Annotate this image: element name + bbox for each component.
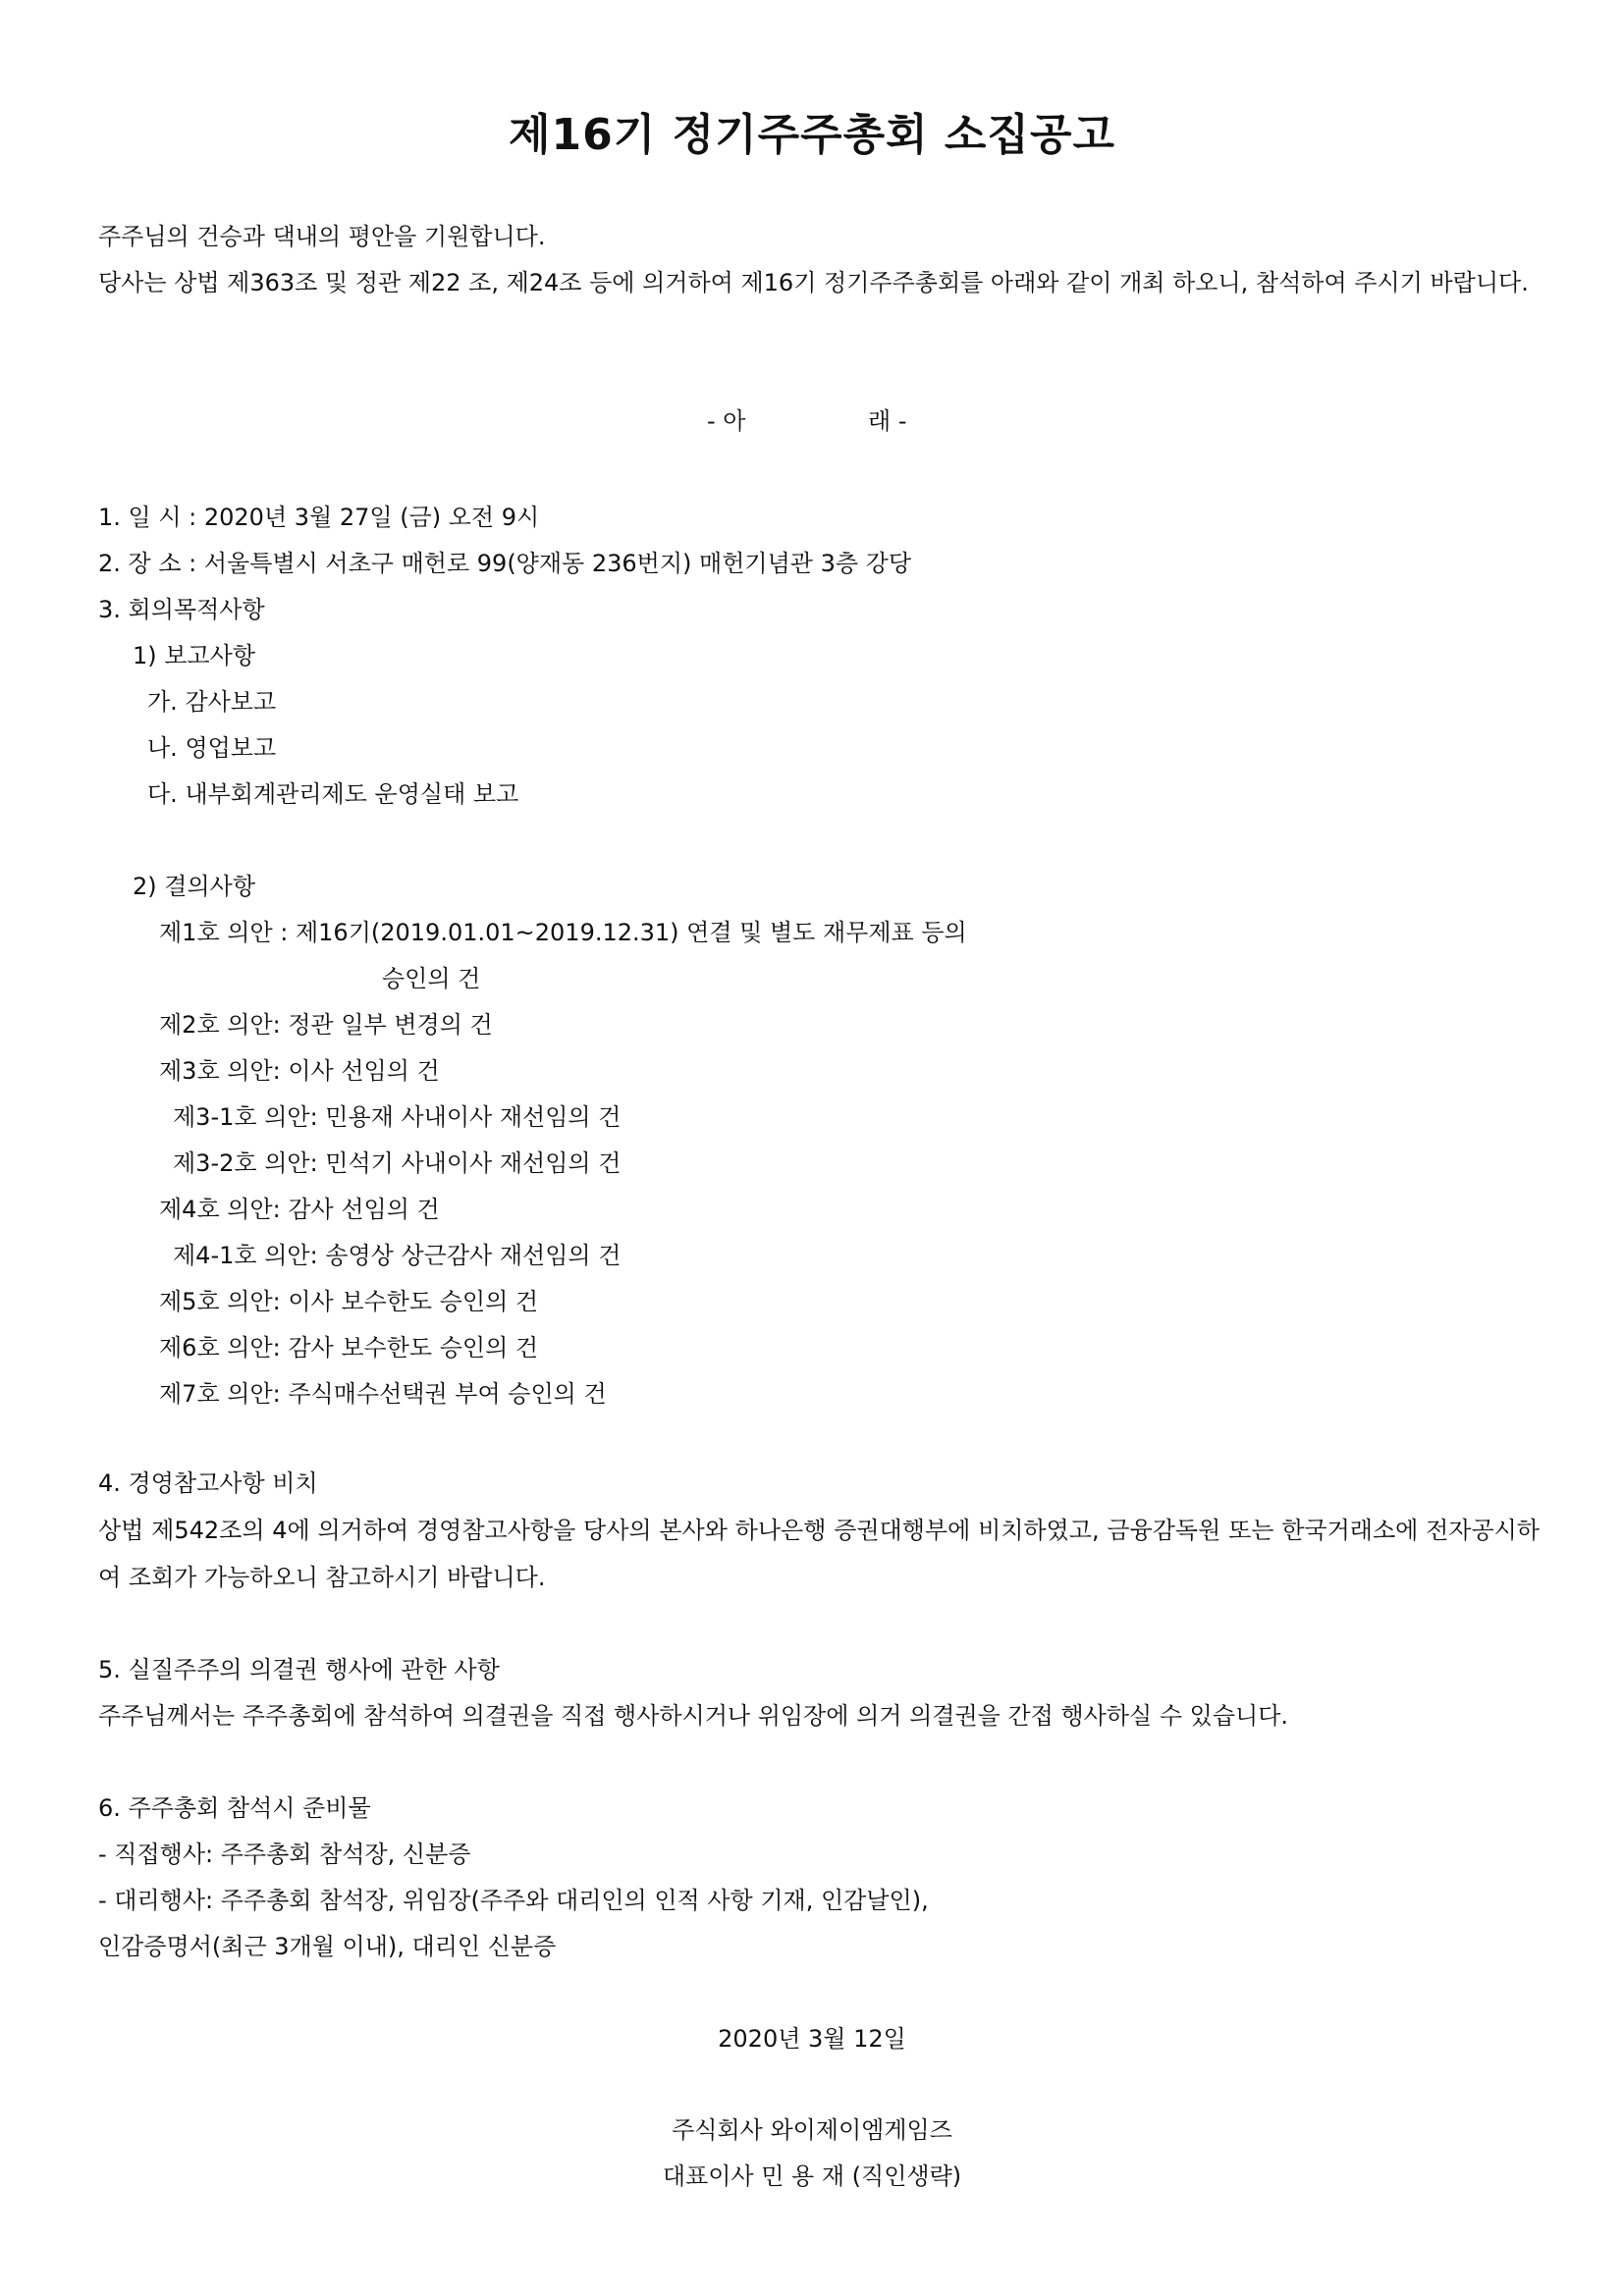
resolution-item: 제4호 의안: 감사 선임의 건 (159, 1196, 440, 1223)
report-item: 나. 영업보고 (147, 734, 277, 762)
resolution-subitem: 제4-1호 의안: 송영상 상근감사 재선임의 건 (173, 1242, 622, 1269)
resolution-subitem: 제3-1호 의안: 민용재 사내이사 재선임의 건 (173, 1103, 622, 1131)
item-agenda-heading: 3. 회의목적사항 (98, 596, 265, 623)
item-datetime: 1. 일 시 : 2020년 3월 27일 (금) 오전 9시 (98, 504, 540, 531)
item-place: 2. 장 소 : 서울특별시 서초구 매헌로 99(양재동 236번지) 매헌기념관 3층 강당 (98, 550, 912, 577)
section5-heading: 5. 실질주주의 의결권 행사에 관한 사항 (98, 1656, 500, 1683)
section4-body: 상법 제542조의 4에 의거하여 경영참고사항을 당사의 본사와 하나은행 증권대행부에 비치하였고, 금융감독원 또는 한국거래소에 전자공시하여 조회가 가능하오니 참고하시기 바랍니다. (98, 1517, 1540, 1591)
notice-date: 2020년 3월 12일 (718, 2025, 906, 2053)
page-title: 제16기 정기주주총회 소집공고 (509, 110, 1115, 160)
report-item: 가. 감사보고 (147, 688, 277, 716)
intro-greeting: 주주님의 건승과 댁내의 평안을 기원합니다. (98, 223, 546, 250)
representative: 대표이사 민 용 재 (직인생략) (662, 2163, 962, 2190)
section6-heading: 6. 주주총회 참석시 준비물 (98, 1794, 371, 1822)
section4-heading: 4. 경영참고사항 비치 (98, 1469, 318, 1497)
section6-line: - 대리행사: 주주총회 참석장, 위임장(주주와 대리인의 인적 사항 기재, 인감날인), (98, 1887, 929, 1914)
resolution-item: 제6호 의안: 감사 보수한도 승인의 건 (159, 1334, 539, 1362)
company-name: 주식회사 와이제이엠게임즈 (672, 2116, 952, 2144)
report-item: 다. 내부회계관리제도 운영실태 보고 (147, 780, 519, 808)
section6-line: - 직접행사: 주주총회 참석장, 신분증 (98, 1841, 471, 1868)
section5-body: 주주님께서는 주주총회에 참석하여 의결권을 직접 행사하시거나 위임장에 의거 의결권을 간접 행사하실 수 있습니다. (98, 1702, 1289, 1730)
separator-right: 래 - (868, 407, 907, 435)
separator-left: - 아 (707, 407, 746, 435)
resolution-item: 제5호 의안: 이사 보수한도 승인의 건 (159, 1288, 539, 1315)
resolution-item-continuation: 승인의 건 (382, 965, 481, 992)
intro-paragraph: 당사는 상법 제363조 및 정관 제22 조, 제24조 등에 의거하여 제16기 정기주주총회를 아래와 같이 개최 하오니, 참석하여 주시기 바랍니다. (98, 269, 1529, 296)
resolution-item: 제2호 의안: 정관 일부 변경의 건 (159, 1011, 493, 1039)
resolution-item: 제7호 의안: 주식매수선택권 부여 승인의 건 (159, 1380, 607, 1408)
reports-heading: 1) 보고사항 (133, 642, 255, 669)
resolution-subitem: 제3-2호 의안: 민석기 사내이사 재선임의 건 (173, 1149, 622, 1177)
resolution-item: 제1호 의안 : 제16기(2019.01.01~2019.12.31) 연결 및 별도 재무제표 등의 (159, 919, 967, 946)
resolutions-heading: 2) 결의사항 (133, 873, 255, 900)
resolution-item: 제3호 의안: 이사 선임의 건 (159, 1057, 440, 1085)
section6-line: 인감증명서(최근 3개월 이내), 대리인 신분증 (98, 1933, 557, 1960)
